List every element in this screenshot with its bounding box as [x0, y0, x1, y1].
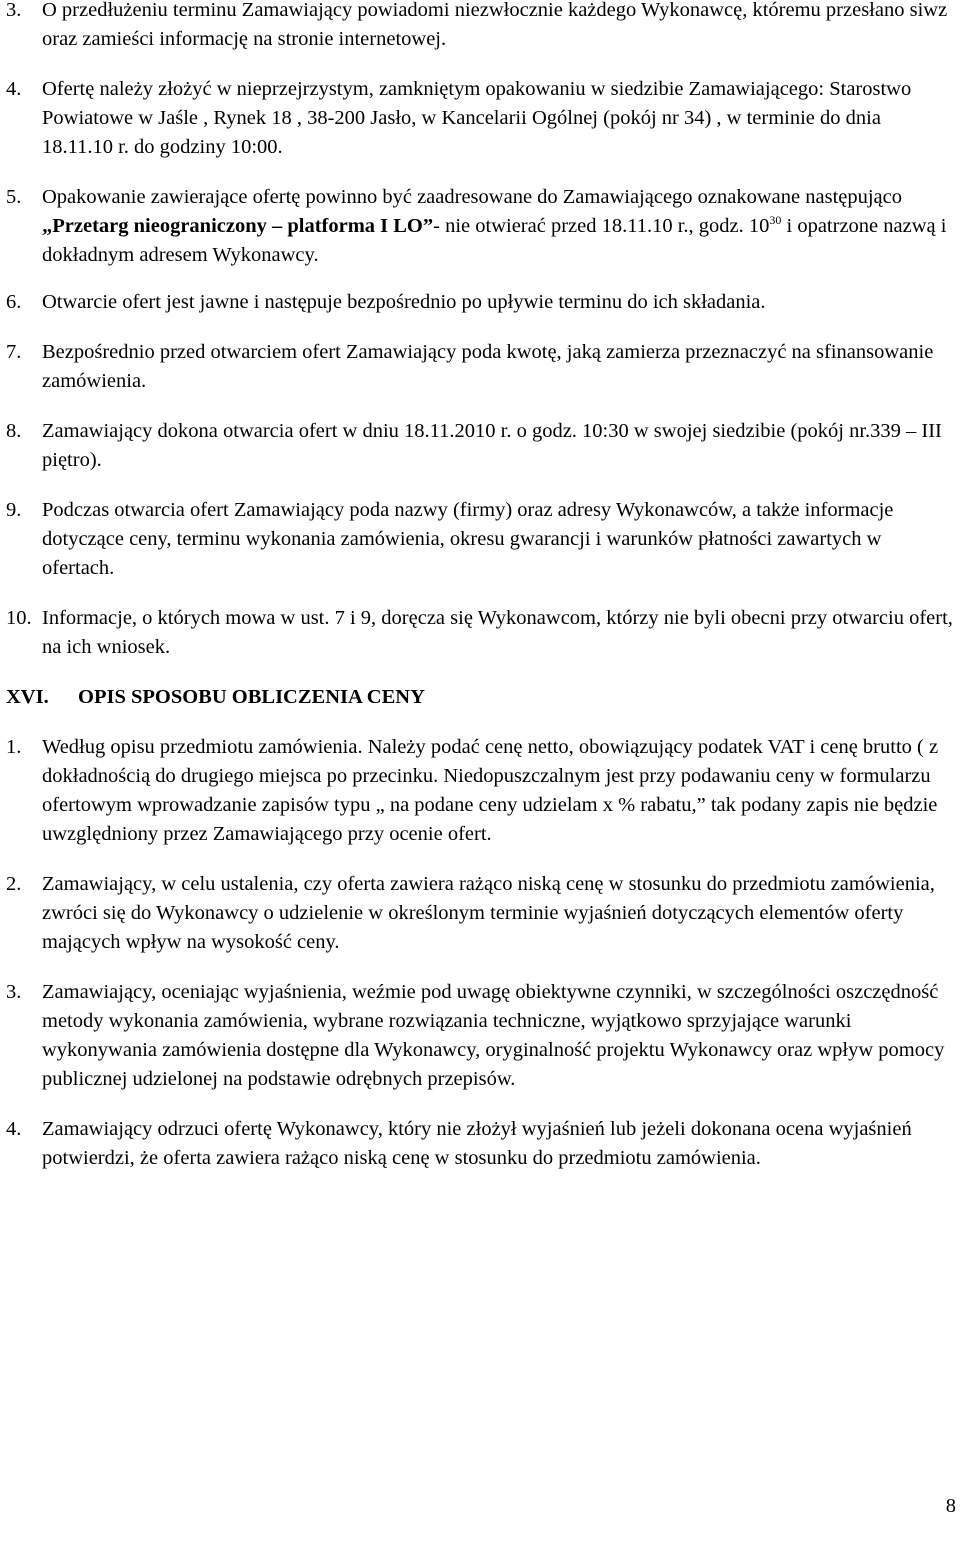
item-text: Otwarcie ofert jest jawne i następuje bezpośrednio po upływie terminu do ich składania.	[42, 291, 766, 313]
item-number: 3.	[6, 0, 22, 21]
list-item	[0, 1115, 960, 1173]
tender-label: „Przetarg nieograniczony – platforma I LO”	[42, 215, 434, 237]
item-text: Zamawiający, w celu ustalenia, czy oferta zawiera rażąco niską cenę w stosunku do przedmiotu zamówienia, zwróci się do Wykonawcy o udzielenie w określonym terminie wyjaśnień dotyczących elementów oferty mających wpływ na wysokość ceny.	[42, 873, 935, 953]
item-text: Zamawiający dokona otwarcia ofert w dniu 18.11.2010 r. o godz. 10:30 w swojej siedzibie (pokój nr.339 – III piętro).	[42, 420, 942, 471]
item-text-part: - nie otwierać przed 18.11.10 r., godz. 10	[433, 215, 770, 237]
section-number: XVI.	[6, 686, 49, 708]
time-superscript: 30	[769, 213, 782, 228]
item-number: 4.	[6, 78, 22, 100]
item-text: Bezpośrednio przed otwarciem ofert Zamawiający poda kwotę, jaką zamierza przeznaczyć na sfinansowanie zamówienia.	[42, 341, 934, 392]
item-text: Podczas otwarcia ofert Zamawiający poda nazwy (firmy) oraz adresy Wykonawców, a także informacje dotyczące ceny, terminu wykonania zamówienia, okresu gwarancji i warunków płatności zawartych w ofertach.	[42, 499, 894, 579]
item-number: 1.	[6, 736, 22, 758]
item-number: 5.	[6, 186, 22, 208]
item-text: Ofertę należy złożyć w nieprzejrzystym, zamkniętym opakowaniu w siedzibie Zamawiającego: Starostwo Powiatowe w Jaśle , Rynek 18 , 38-200 Jasło, w Kancelarii Ogólnej (pokój nr 34) , w terminie do dnia 18.11.10 r. do godziny 10:00.	[42, 78, 912, 158]
list-item	[0, 978, 960, 1094]
item-number: 6.	[6, 291, 22, 313]
item-text-part: Opakowanie zawierające ofertę powinno być zaadresowane do Zamawiającego oznakowane następująco	[42, 186, 903, 208]
list-item	[0, 870, 960, 957]
item-text	[42, 183, 954, 270]
list-item	[0, 75, 960, 162]
item-text: O przedłużeniu terminu Zamawiający powiadomi niezwłocznie każdego Wykonawcę, któremu przesłano siwz oraz zamieści informację na stronie internetowej.	[42, 0, 948, 50]
list-item	[0, 183, 960, 270]
item-number: 10.	[6, 607, 32, 629]
item-number: 2.	[6, 873, 22, 895]
section-heading	[0, 683, 960, 712]
section-title: OPIS SPOSOBU OBLICZENIA CENY	[78, 686, 425, 708]
item-number: 7.	[6, 341, 22, 363]
item-number: 9.	[6, 499, 22, 521]
item-text: Informacje, o których mowa w ust. 7 i 9, doręcza się Wykonawcom, którzy nie byli obecni przy otwarciu ofert, na ich wniosek.	[42, 607, 953, 658]
item-text-part: i opatrzone nazwą i dokładnym adresem Wykonawcy.	[42, 215, 947, 266]
item-number: 3.	[6, 981, 22, 1003]
item-text: Zamawiający odrzuci ofertę Wykonawcy, który nie złożył wyjaśnień lub jeżeli dokonana ocena wyjaśnień potwierdzi, że oferta zawiera rażąco niską cenę w stosunku do przedmiotu zamówienia.	[42, 1118, 912, 1169]
list-item	[0, 417, 960, 475]
list-item	[0, 496, 960, 583]
list-item	[0, 604, 960, 662]
item-number: 8.	[6, 420, 22, 442]
item-text: Według opisu przedmiotu zamówienia. Należy podać cenę netto, obowiązujący podatek VAT i cenę brutto ( z dokładnością do drugiego miejsca po przecinku. Niedopuszczalnym jest przy podawaniu ceny w formularzu ofertowym wprowadzanie zapisów typu „ na podane ceny udzielam x % rabatu,” tak podany zapis nie będzie uwzględniony przez Zamawiającego przy ocenie ofert.	[42, 736, 939, 845]
list-item	[0, 733, 960, 849]
item-text: Zamawiający, oceniając wyjaśnienia, weźmie pod uwagę obiektywne czynniki, w szczególności oszczędność metody wykonania zamówienia, wybrane rozwiązania techniczne, wyjątkowo sprzyjające warunki wykonywania zamówienia dostępne dla Wykonawcy, oryginalność projektu Wykonawcy oraz wpływ pomocy publicznej udzielonej na podstawie odrębnych przepisów.	[42, 981, 945, 1090]
list-item	[0, 288, 960, 317]
list-item	[0, 338, 960, 396]
list-item	[0, 0, 960, 54]
page-number: 8	[945, 1495, 956, 1517]
item-number: 4.	[6, 1118, 22, 1140]
